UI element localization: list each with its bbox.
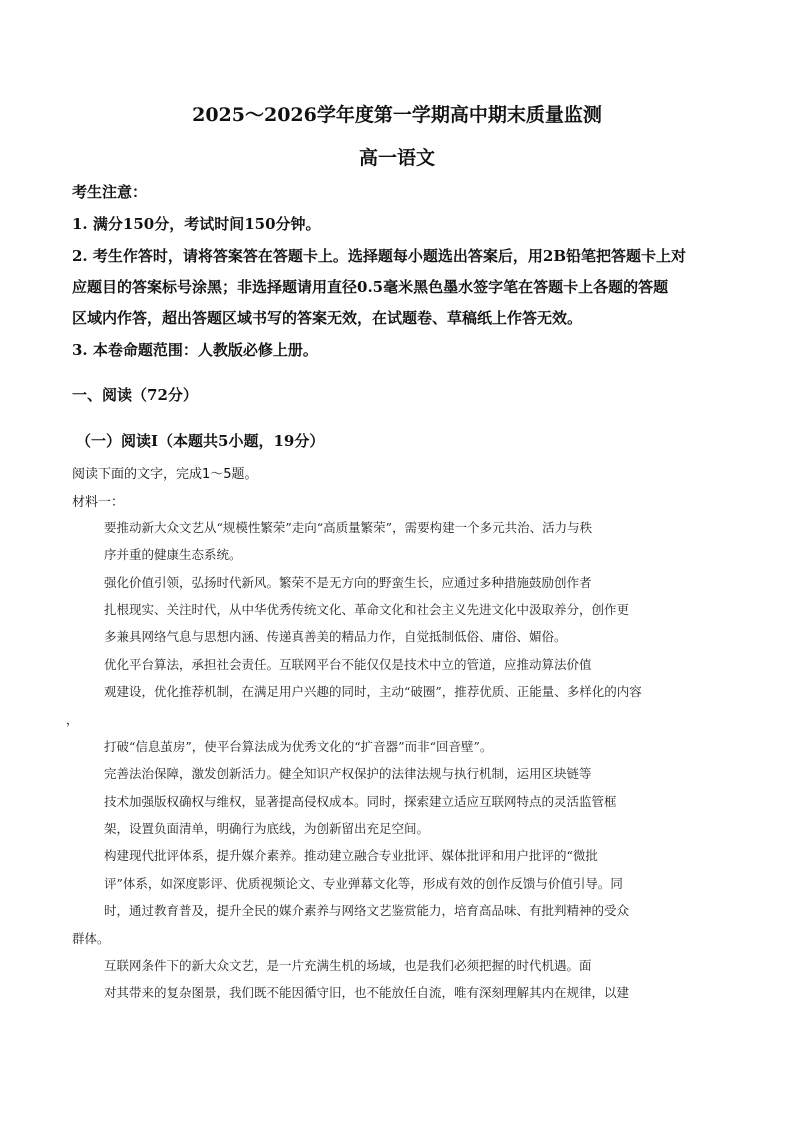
part-heading: （一）阅读Ⅰ（本题共5小题，19分） xyxy=(76,432,325,450)
exam-subject: 高一语文 xyxy=(358,147,435,169)
notice-item-2-line-2: 应题目的答案标号涂黑；非选择题请用直径0.5毫米黑色墨水签字笔在答题卡上各题的答题 xyxy=(72,278,669,296)
material-line: 构建现代批评体系，提升媒介素养。推动建立融合专业批评、媒体批评和用户批评的“微批 xyxy=(104,848,598,863)
material-line: 序并重的健康生态系统。 xyxy=(104,547,242,562)
material-line: 强化价值引领，弘扬时代新风。繁荣不是无方向的野蛮生长，应通过多种措施鼓励创作者 xyxy=(104,575,592,590)
material-label: 材料一： xyxy=(72,495,125,510)
exam-title: 2025～2026学年度第一学期高中期末质量监测 xyxy=(192,104,602,126)
material-line: 观建设，优化推荐机制，在满足用户兴趣的同时，主动“破圈”，推荐优质、正能量、多样化的内容 xyxy=(104,684,642,699)
material-line: 优化平台算法，承担社会责任。互联网平台不能仅仅是技术中立的管道，应推动算法价值 xyxy=(104,657,592,672)
notice-item-3: 3. 本卷命题范围：人教版必修上册。 xyxy=(72,341,318,359)
material-line: 互联网条件下的新大众文艺，是一片充满生机的场域，也是我们必须把握的时代机遇。面 xyxy=(104,958,592,973)
material-line: 扎根现实、关注时代，从中华优秀传统文化、革命文化和社会主义先进文化中汲取养分，创作更 xyxy=(104,602,630,617)
notice-heading: 考生注意： xyxy=(72,183,148,201)
material-line: 要推动新大众文艺从“规模性繁荣”走向“高质量繁荣”，需要构建一个多元共治、活力与秩 xyxy=(104,520,593,535)
material-line: 技术加强版权确权与维权，显著提高侵权成本。同时，探索建立适应互联网特点的灵活监管框 xyxy=(104,794,617,809)
material-line: 多兼具网络气息与思想内涵、传递真善美的精品力作，自觉抵制低俗、庸俗、媚俗。 xyxy=(104,629,567,644)
material-line: ， xyxy=(66,712,79,727)
notice-item-1: 1. 满分150分，考试时间150分钟。 xyxy=(72,215,321,233)
reading-instruction: 阅读下面的文字，完成1～5题。 xyxy=(72,467,258,482)
material-line: 评”体系，如深度影评、优质视频论文、专业弹幕文化等，形成有效的创作反馈与价值引导。同 xyxy=(104,876,623,891)
section-heading: 一、阅读（72分） xyxy=(72,386,198,404)
material-line: 对其带来的复杂图景，我们既不能因循守旧，也不能放任自流，唯有深刻理解其内在规律，以建 xyxy=(104,985,630,1000)
material-line: 打破“信息茧房”，使平台算法成为优秀文化的“扩音器”而非“回音壁”。 xyxy=(104,739,493,754)
material-line: 时，通过教育普及，提升全民的媒介素养与网络文艺鉴赏能力，培育高品味、有批判精神的受众 xyxy=(104,903,630,918)
notice-item-2-line-3: 区域内作答，超出答题区域书写的答案无效，在试题卷、草稿纸上作答无效。 xyxy=(72,309,583,327)
notice-item-2-line-1: 2. 考生作答时，请将答案答在答题卡上。选择题每小题选出答案后，用2B铅笔把答题卡上对 xyxy=(72,247,687,265)
material-line: 架，设置负面清单，明确行为底线，为创新留出充足空间。 xyxy=(104,821,430,836)
material-line: 完善法治保障，激发创新活力。健全知识产权保护的法律法规与执行机制，运用区块链等 xyxy=(104,766,592,781)
material-line: 群体。 xyxy=(72,931,110,946)
